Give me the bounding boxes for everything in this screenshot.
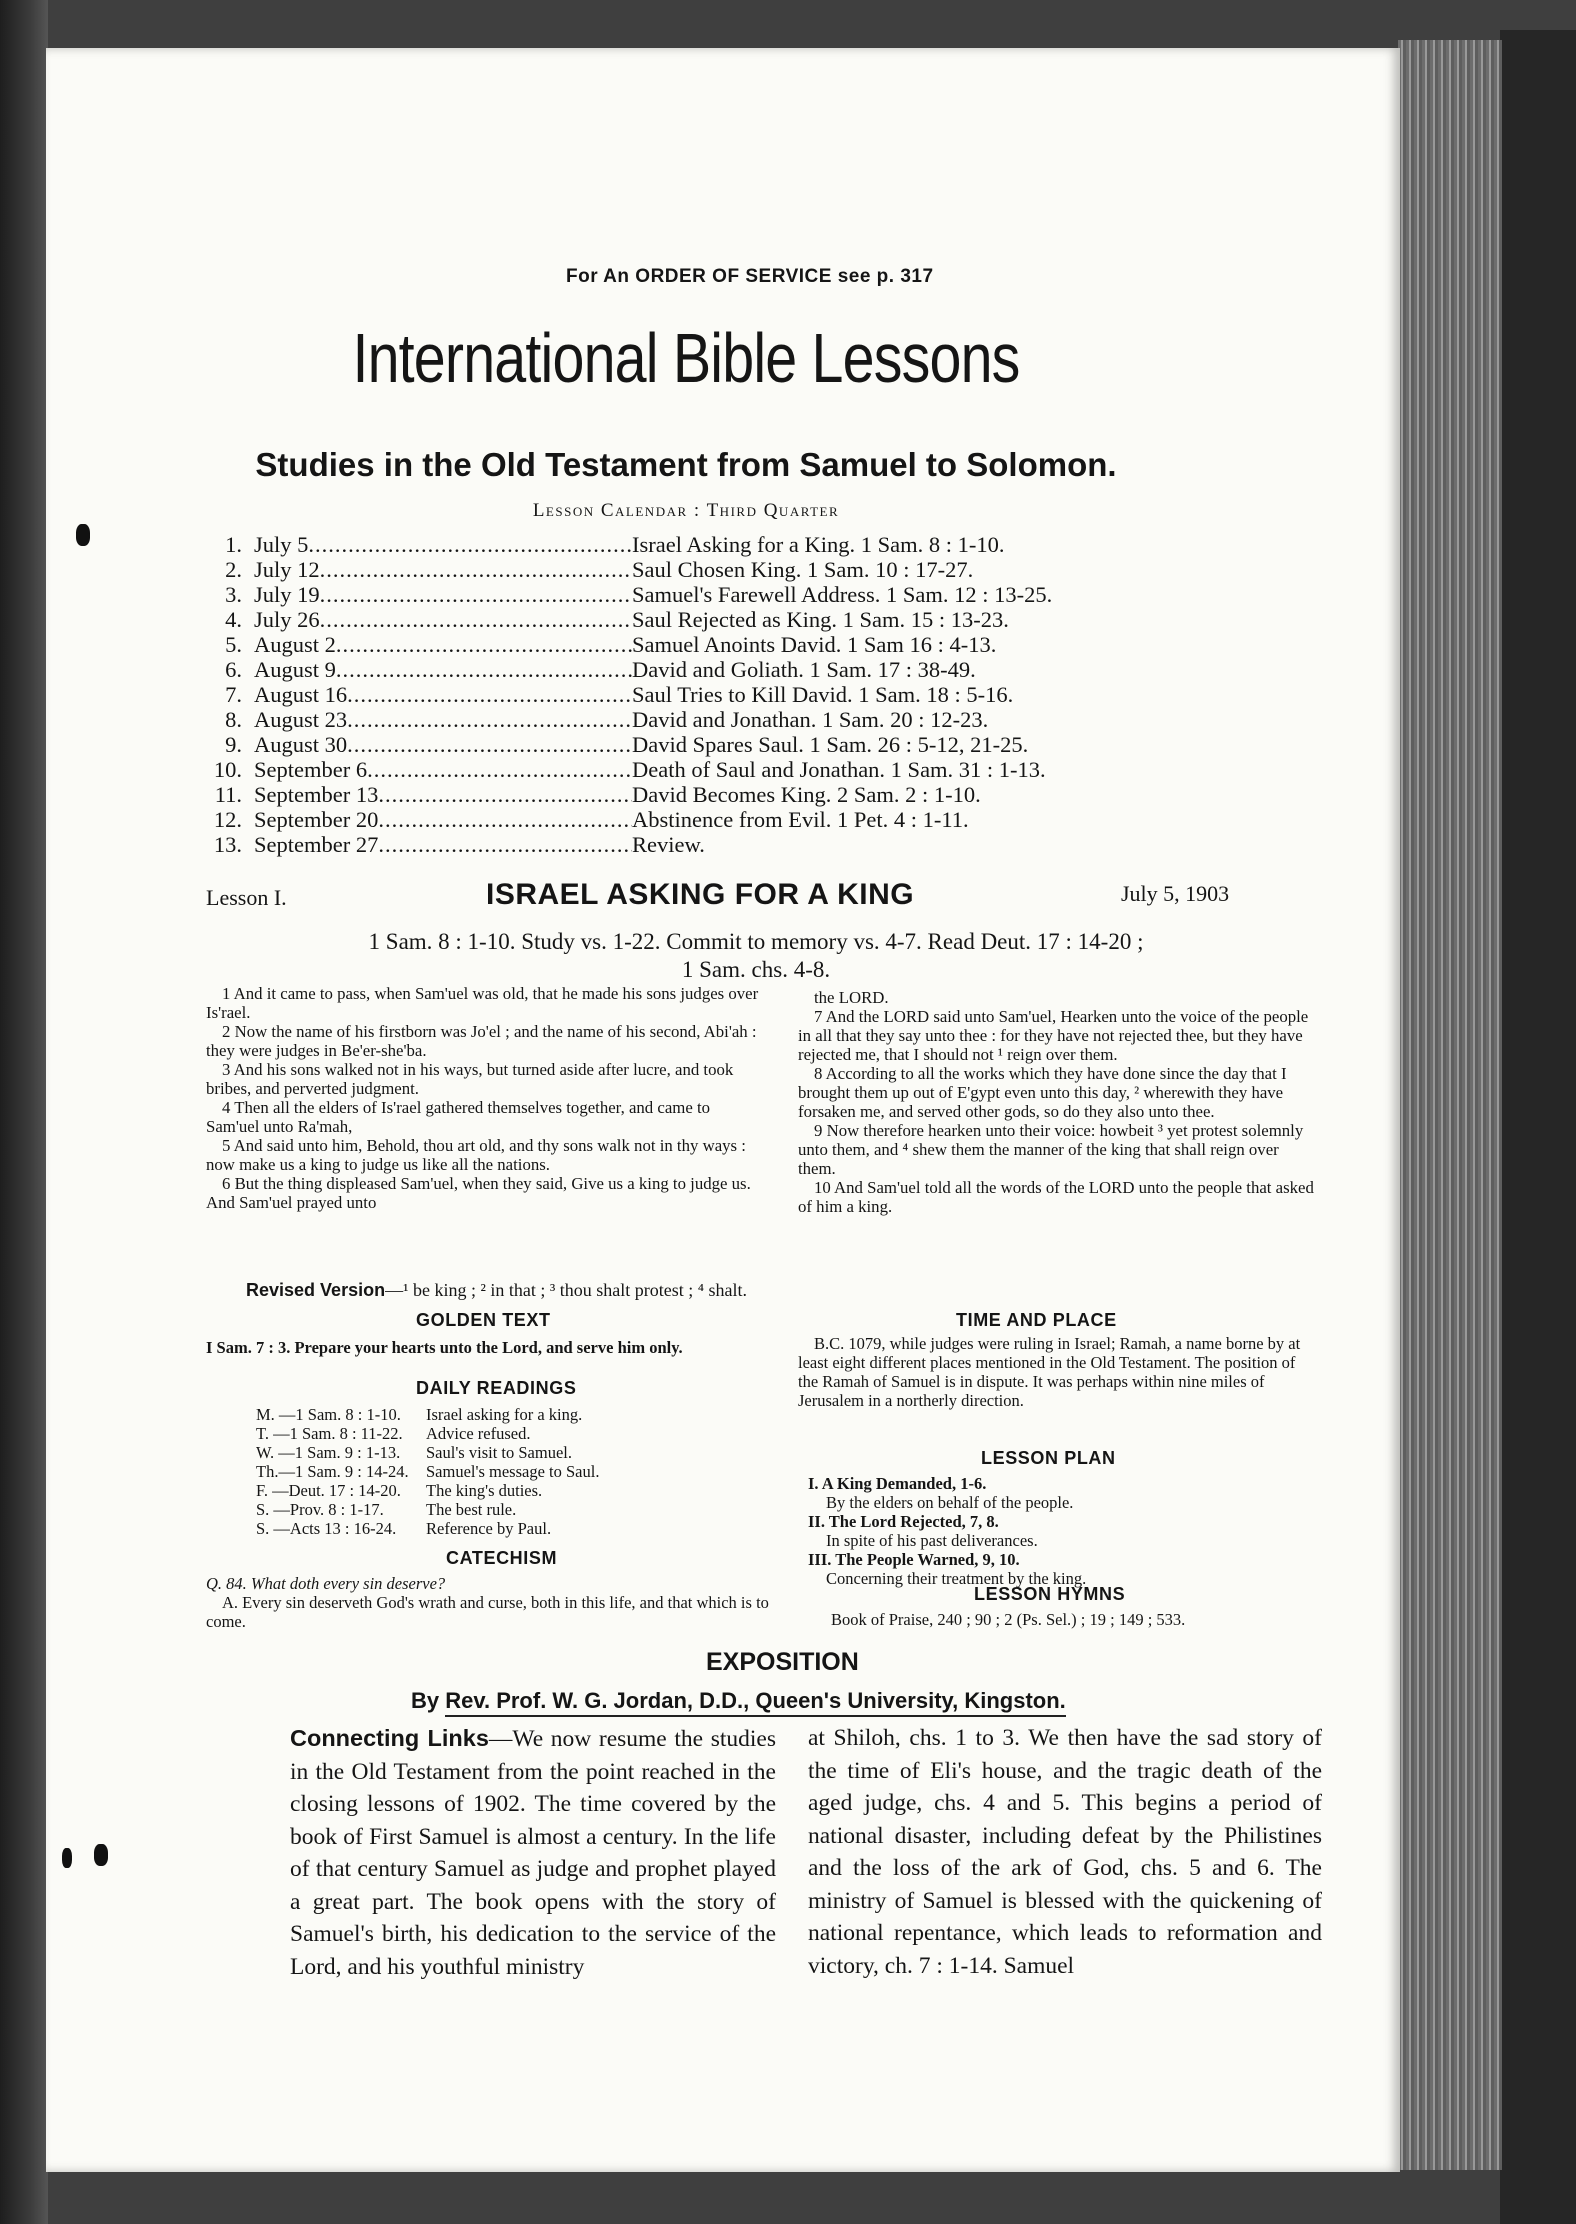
calendar-row bbox=[204, 832, 1204, 857]
lesson-number: Lesson I. bbox=[206, 885, 287, 910]
daily-reading-row bbox=[256, 1424, 796, 1443]
catechism-heading: CATECHISM bbox=[446, 1548, 558, 1568]
exposition-left-text: —We now resume the studies in the Old Testament from the point reached in the closing lessons of 1902. The time covered by the book of First Samuel is almost a century. In the life of that century Samuel as judge and prophet played a great part. The book opens with the story of Samuel's birth, his dedication to the service of the Lord, and his youthful ministry bbox=[290, 1726, 776, 1980]
calendar-topic: Abstinence from Evil. 1 Pet. 4 : 1-11. bbox=[632, 807, 969, 832]
page-edges bbox=[1398, 40, 1502, 2170]
daily-reading-topic: The best rule. bbox=[426, 1500, 517, 1519]
calendar-leader-dots bbox=[308, 532, 632, 557]
daily-reading-ref: W. —1 Sam. 9 : 1-13. bbox=[256, 1443, 401, 1462]
calendar-leader-dots bbox=[347, 707, 632, 732]
calendar-topic: David and Jonathan. 1 Sam. 20 : 12-23. bbox=[632, 707, 989, 732]
lesson-plan-list bbox=[808, 1474, 1328, 1588]
daily-reading-ref: Th.—1 Sam. 9 : 14-24. bbox=[256, 1462, 409, 1481]
calendar-topic: Death of Saul and Jonathan. 1 Sam. 31 : 1-13. bbox=[632, 757, 1046, 782]
page-title: International Bible Lessons bbox=[352, 319, 1020, 397]
daily-reading-ref: S. —Acts 13 : 16-24. bbox=[256, 1519, 397, 1538]
exposition-column-right bbox=[808, 1722, 1322, 1982]
scripture-verse: 5 And said unto him, Behold, thou art old, and thy sons walk not in thy ways : now make us a king to judge us like all the nations. bbox=[206, 1136, 746, 1174]
calendar-date: August 30 bbox=[254, 732, 348, 757]
daily-reading-row bbox=[256, 1500, 796, 1519]
lesson-plan-item-title: III. The People Warned, 9, 10. bbox=[808, 1550, 1020, 1569]
calendar-row bbox=[204, 707, 1204, 732]
lesson-plan-item-title: I. A King Demanded, 1-6. bbox=[808, 1474, 987, 1493]
revised-version-label: Revised Version bbox=[246, 1280, 386, 1300]
daily-reading-topic: The king's duties. bbox=[426, 1481, 543, 1500]
revised-version-note bbox=[246, 1280, 747, 1301]
scripture-verse: 1 And it came to pass, when Sam'uel was old, that he made his sons judges over Is'rael. bbox=[206, 984, 759, 1022]
calendar-leader-dots bbox=[367, 757, 632, 782]
ink-spot-mark bbox=[76, 524, 90, 546]
calendar-topic: Saul Chosen King. 1 Sam. 10 : 17-27. bbox=[632, 557, 974, 582]
daily-reading-topic: Advice refused. bbox=[426, 1424, 531, 1443]
lesson-hymns-text: Book of Praise, 240 ; 90 ; 2 (Ps. Sel.) ; 19 ; 149 ; 533. bbox=[831, 1610, 1186, 1629]
calendar-topic: Israel Asking for a King. 1 Sam. 8 : 1-10. bbox=[632, 532, 1005, 557]
scripture-verses-right bbox=[798, 988, 1318, 1216]
calendar-number: 12. bbox=[213, 807, 242, 832]
daily-reading-ref: S. —Prov. 8 : 1-17. bbox=[256, 1500, 384, 1519]
daily-reading-topic: Reference by Paul. bbox=[426, 1519, 552, 1538]
calendar-heading: Lesson Calendar : Third Quarter bbox=[532, 500, 840, 521]
lesson-calendar bbox=[204, 532, 1204, 857]
daily-reading-row bbox=[256, 1405, 796, 1424]
catechism-answer: A. Every sin deserveth God's wrath and curse, both in this life, and that which is to come. bbox=[206, 1593, 769, 1631]
calendar-topic: Samuel's Farewell Address. 1 Sam. 12 : 13-25. bbox=[632, 582, 1053, 607]
daily-reading-row bbox=[256, 1481, 796, 1500]
calendar-number: 8. bbox=[225, 707, 242, 732]
references-line-1: 1 Sam. 8 : 1-10. Study vs. 1-22. Commit to memory vs. 4-7. Read Deut. 17 : 14-20 ; bbox=[368, 929, 1144, 954]
calendar-date: September 6 bbox=[254, 757, 368, 782]
calendar-topic: Review. bbox=[632, 832, 705, 857]
calendar-date-cell bbox=[254, 757, 632, 782]
scripture-verse: 3 And his sons walked not in his ways, but turned aside after lucre, and took bribes, and perverted judgment. bbox=[206, 1060, 734, 1098]
catechism-question: Q. 84. What doth every sin deserve? bbox=[206, 1574, 446, 1593]
page-subtitle: Studies in the Old Testament from Samuel to Solomon. bbox=[255, 446, 1117, 483]
references-line-2: 1 Sam. chs. 4-8. bbox=[681, 957, 831, 982]
daily-reading-topic: Saul's visit to Samuel. bbox=[426, 1443, 572, 1462]
calendar-number: 7. bbox=[225, 682, 242, 707]
byline-by: By bbox=[411, 1688, 440, 1713]
connecting-links-lead: Connecting Links bbox=[290, 1725, 489, 1751]
ink-spot-mark bbox=[94, 1844, 108, 1866]
calendar-date-cell bbox=[254, 607, 632, 632]
calendar-number: 3. bbox=[225, 582, 242, 607]
calendar-number: 9. bbox=[225, 732, 242, 757]
calendar-date-cell bbox=[254, 582, 632, 607]
calendar-row bbox=[204, 657, 1204, 682]
time-and-place-text: B.C. 1079, while judges were ruling in Israel; Ramah, a name borne by at least eight different places mentioned in the Old Testament. The position of the Ramah of Samuel is in dispute. It was perhaps within nine miles of Jerusalem in a northerly direction. bbox=[798, 1334, 1301, 1410]
calendar-topic: David Becomes King. 2 Sam. 2 : 1-10. bbox=[632, 782, 981, 807]
calendar-date: July 5 bbox=[254, 532, 309, 557]
calendar-date: July 26 bbox=[254, 607, 320, 632]
calendar-leader-dots bbox=[347, 682, 632, 707]
calendar-number: 10. bbox=[213, 757, 242, 782]
daily-reading-row bbox=[256, 1443, 796, 1462]
daily-reading-topic: Israel asking for a king. bbox=[426, 1405, 583, 1424]
calendar-number: 2. bbox=[225, 557, 242, 582]
calendar-leader-dots bbox=[320, 607, 632, 632]
calendar-date: September 27 bbox=[254, 832, 379, 857]
calendar-number: 1. bbox=[225, 532, 242, 557]
calendar-leader-dots bbox=[336, 657, 632, 682]
calendar-date: September 13 bbox=[254, 782, 379, 807]
calendar-number: 11. bbox=[214, 782, 242, 807]
daily-reading-topic: Samuel's message to Saul. bbox=[426, 1462, 600, 1481]
calendar-date-cell bbox=[254, 732, 632, 757]
scripture-verse: the LORD. bbox=[814, 988, 889, 1007]
calendar-leader-dots bbox=[347, 732, 632, 757]
calendar-date-cell bbox=[254, 707, 632, 732]
calendar-leader-dots bbox=[378, 782, 632, 807]
daily-readings-heading: DAILY READINGS bbox=[416, 1378, 577, 1398]
calendar-number: 5. bbox=[225, 632, 242, 657]
scripture-verse: 9 Now therefore hearken unto their voice: howbeit ³ yet protest solemnly unto them, and ⁴ shew them the manner of the king that shall reign over them. bbox=[798, 1121, 1304, 1178]
lesson-date: July 5, 1903 bbox=[1121, 881, 1230, 906]
calendar-row bbox=[204, 782, 1204, 807]
calendar-leader-dots bbox=[378, 832, 632, 857]
calendar-leader-dots bbox=[378, 807, 632, 832]
calendar-date-cell bbox=[254, 532, 632, 557]
byline-author: Rev. Prof. W. G. Jordan, D.D., Queen's University, Kingston. bbox=[445, 1688, 1066, 1717]
calendar-row bbox=[204, 607, 1204, 632]
scripture-verse: 7 And the LORD said unto Sam'uel, Hearken unto the voice of the people in all that they say unto thee : for they have not rejected thee, but they have rejected me, that I should not ¹ reign over them. bbox=[798, 1007, 1309, 1064]
scripture-verse: 8 According to all the works which they have done since the day that I brought them up out of E'gypt even unto this day, ² wherewith they have forsaken me, and served other gods, so do they also unto thee. bbox=[798, 1064, 1287, 1121]
exposition-column-left bbox=[290, 1722, 776, 1983]
daily-reading-ref: F. —Deut. 17 : 14-20. bbox=[256, 1481, 401, 1500]
calendar-row bbox=[204, 682, 1204, 707]
book-edge-shadow bbox=[1500, 30, 1576, 2224]
order-of-service-note: For An ORDER OF SERVICE see p. 317 bbox=[566, 266, 934, 287]
calendar-leader-dots bbox=[320, 582, 632, 607]
scripture-verse: 2 Now the name of his firstborn was Jo'el ; and the name of his second, Abi'ah : they were judges in Be'er-she'ba. bbox=[206, 1022, 757, 1060]
calendar-date-cell bbox=[254, 782, 632, 807]
scripture-verse: 10 And Sam'uel told all the words of the LORD unto the people that asked of him a king. bbox=[798, 1178, 1314, 1216]
scripture-verses-left bbox=[206, 984, 766, 1212]
calendar-topic: Saul Tries to Kill David. 1 Sam. 18 : 5-16. bbox=[632, 682, 1014, 707]
golden-text: I Sam. 7 : 3. Prepare your hearts unto the Lord, and serve him only. bbox=[206, 1338, 683, 1357]
lesson-plan-item-title: II. The Lord Rejected, 7, 8. bbox=[808, 1512, 999, 1531]
calendar-row bbox=[204, 732, 1204, 757]
calendar-row bbox=[204, 757, 1204, 782]
calendar-topic: David and Goliath. 1 Sam. 17 : 38-49. bbox=[632, 657, 976, 682]
calendar-date-cell bbox=[254, 682, 632, 707]
daily-reading-ref: T. —1 Sam. 8 : 11-22. bbox=[256, 1424, 403, 1443]
calendar-date-cell bbox=[254, 657, 632, 682]
lesson-hymns-heading: LESSON HYMNS bbox=[974, 1584, 1126, 1604]
exposition-byline bbox=[411, 1688, 1066, 1714]
calendar-date-cell bbox=[254, 632, 632, 657]
lesson-plan-item-subtitle: By the elders on behalf of the people. bbox=[826, 1493, 1074, 1512]
catechism bbox=[206, 1574, 786, 1631]
calendar-number: 6. bbox=[225, 657, 242, 682]
calendar-date: August 2 bbox=[254, 632, 336, 657]
calendar-number: 4. bbox=[225, 607, 242, 632]
exposition-heading: EXPOSITION bbox=[706, 1648, 859, 1676]
calendar-row bbox=[204, 807, 1204, 832]
exposition-right-text: at Shiloh, chs. 1 to 3. We then have the sad story of the time of Eli's house, and the tragic death of the aged judge, chs. 4 and 5. This begins a period of national disaster, including defeat by the Philistines and the loss of the ark of God, chs. 5 and 6. The ministry of Samuel is blessed with the quickening of national repentance, which leads to reformation and victory, ch. 7 : 1-14. Samuel bbox=[808, 1725, 1322, 1979]
revised-version-text: —¹ be king ; ² in that ; ³ thou shalt protest ; ⁴ shalt. bbox=[385, 1280, 748, 1300]
calendar-date: September 20 bbox=[254, 807, 379, 832]
calendar-date: July 19 bbox=[254, 582, 320, 607]
calendar-topic: Samuel Anoints David. 1 Sam 16 : 4-13. bbox=[632, 632, 997, 657]
ink-spot-mark bbox=[62, 1848, 72, 1868]
golden-text-heading: GOLDEN TEXT bbox=[416, 1310, 551, 1330]
book-spine bbox=[0, 0, 48, 2224]
lesson-title: ISRAEL ASKING FOR A KING bbox=[486, 878, 915, 911]
lesson-plan-item-subtitle: In spite of his past deliverances. bbox=[826, 1531, 1038, 1550]
daily-reading-row bbox=[256, 1519, 796, 1538]
calendar-date: August 16 bbox=[254, 682, 348, 707]
calendar-topic: Saul Rejected as King. 1 Sam. 15 : 13-23. bbox=[632, 607, 1009, 632]
lesson-plan-heading: LESSON PLAN bbox=[981, 1448, 1116, 1468]
daily-readings-list bbox=[256, 1405, 796, 1538]
calendar-date-cell bbox=[254, 807, 632, 832]
calendar-leader-dots bbox=[336, 632, 632, 657]
calendar-date-cell bbox=[254, 832, 632, 857]
calendar-row bbox=[204, 532, 1204, 557]
scripture-references bbox=[196, 928, 1316, 984]
calendar-number: 13. bbox=[213, 832, 242, 857]
book-page bbox=[46, 48, 1400, 2172]
time-and-place-heading: TIME AND PLACE bbox=[956, 1310, 1117, 1330]
calendar-row bbox=[204, 557, 1204, 582]
scripture-verse: 4 Then all the elders of Is'rael gathered themselves together, and came to Sam'uel unto Ra'mah, bbox=[206, 1098, 711, 1136]
daily-reading-ref: M. —1 Sam. 8 : 1-10. bbox=[256, 1405, 401, 1424]
calendar-topic: David Spares Saul. 1 Sam. 26 : 5-12, 21-25. bbox=[632, 732, 1029, 757]
calendar-leader-dots bbox=[320, 557, 632, 582]
lesson-plan-item-subtitle: Concerning their treatment by the king. bbox=[826, 1569, 1087, 1588]
calendar-date: August 23 bbox=[254, 707, 348, 732]
calendar-date: July 12 bbox=[254, 557, 320, 582]
calendar-row bbox=[204, 582, 1204, 607]
calendar-date-cell bbox=[254, 557, 632, 582]
scripture-verse: 6 But the thing displeased Sam'uel, when they said, Give us a king to judge us. And Sam'uel prayed unto bbox=[206, 1174, 751, 1212]
calendar-row bbox=[204, 632, 1204, 657]
calendar-date: August 9 bbox=[254, 657, 336, 682]
daily-reading-row bbox=[256, 1462, 796, 1481]
